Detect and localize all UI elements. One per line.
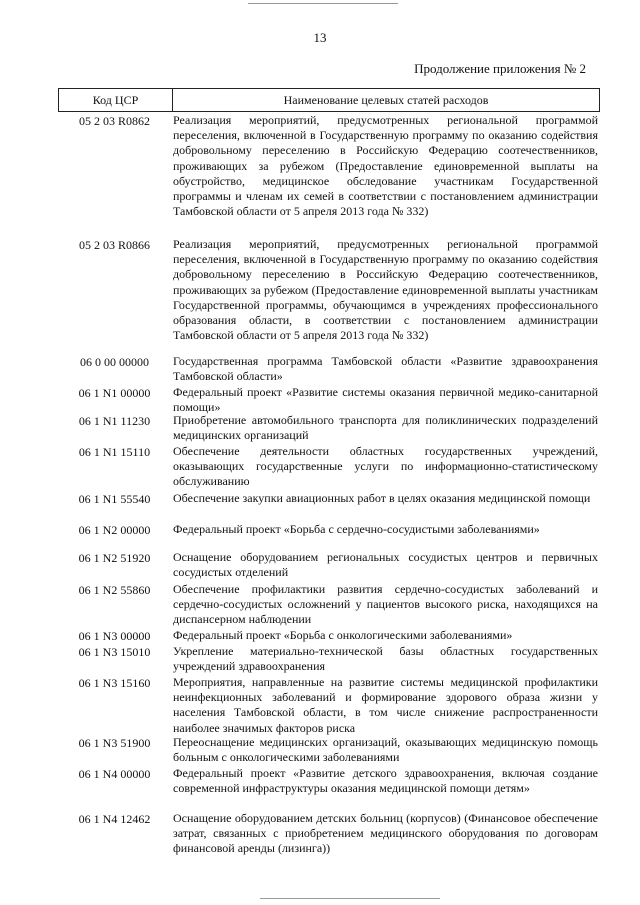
top-edge-line <box>248 3 398 4</box>
row-code: 06 1 N3 15010 <box>78 645 151 659</box>
row-name: Обеспечение деятельности областных государственных учреждений, оказывающих государственные услуги по информационно-статистическому обслуживанию <box>173 444 598 489</box>
row-code: 05 2 03 R0862 <box>78 114 150 128</box>
table-row <box>58 675 600 735</box>
table-row <box>58 811 600 861</box>
continuation-label: Продолжение приложения № 2 <box>414 61 586 76</box>
row-name: Оснащение оборудованием региональных сосудистых центров и первичных сосудистых отделений <box>173 550 598 580</box>
row-name: Укрепление материально-технической базы областных государственных учреждений здравоохранения <box>173 644 598 674</box>
table-row <box>58 113 600 237</box>
table-row <box>58 582 600 628</box>
table-row <box>58 491 600 522</box>
header-name: Наименование целевых статей расходов <box>283 93 489 107</box>
table-header <box>58 88 600 112</box>
row-code: 06 1 N4 00000 <box>78 767 151 781</box>
row-name: Реализация мероприятий, предусмотренных региональной программой переселения, включенной в Государственную программу по оказанию содействия добровольному переселению в Российскую Федерацию соотечественников, проживающих за рубежом (Предоставление единовременной выплаты участникам Государственной программы, обучающимся в учреждениях профессионального образования области, в соответствии с постановлением администрации Тамбовской области от 5 апреля 2013 года № 332) <box>173 237 598 343</box>
row-code: 06 1 N1 11230 <box>78 414 151 428</box>
table-row <box>58 354 600 385</box>
row-code: 06 1 N4 12462 <box>78 812 151 826</box>
row-code: 06 1 N1 55540 <box>78 492 151 506</box>
row-code: 06 1 N3 51900 <box>78 736 151 750</box>
row-name: Федеральный проект «Развитие детского здравоохранения, включая создание современной инфраструктуры оказания медицинской помощи детям» <box>173 766 598 796</box>
row-code: 06 1 N1 00000 <box>78 386 151 400</box>
row-code: 06 1 N1 15110 <box>78 445 151 459</box>
row-name: Федеральный проект «Борьба с сердечно-сосудистыми заболеваниями» <box>173 522 540 536</box>
table-row <box>58 413 600 444</box>
row-name: Обеспечение профилактики развития сердечно-сосудистых заболеваний и сердечно-сосудистых осложнений у пациентов высокого риска, находящихся на диспансерном наблюдении <box>173 582 598 627</box>
row-name: Реализация мероприятий, предусмотренных региональной программой переселения, включенной в Государственную программу по оказанию содействия добровольному переселению в Российскую Федерацию соотечественников, проживающих за рубежом (Предоставление единовременной выплаты на обустройство, медицинское обследование участникам Государственной программы и членам их семей в соответствии с постановлением администрации Тамбовской области от 5 апреля 2013 года № 332) <box>173 113 598 219</box>
header-code: Код ЦСР <box>59 89 173 111</box>
table-row <box>58 644 600 675</box>
table-row <box>58 550 600 582</box>
table-row <box>58 628 600 644</box>
table-body <box>58 113 600 861</box>
row-name: Приобретение автомобильного транспорта для поликлинических подразделений медицинских организаций <box>173 413 598 443</box>
row-code: 06 1 N3 15160 <box>78 676 151 690</box>
row-name: Федеральный проект «Развитие системы оказания первичной медико-санитарной помощи» <box>173 385 598 415</box>
row-name: Государственная программа Тамбовской области «Развитие здравоохранения Тамбовской области» <box>173 354 598 384</box>
page-number: 13 <box>313 30 327 45</box>
table-row <box>58 735 600 766</box>
row-code: 06 1 N2 00000 <box>78 523 151 537</box>
row-name: Переоснащение медицинских организаций, оказывающих медицинскую помощь больным с онкологическими заболеваниями <box>173 735 598 765</box>
bottom-edge-line <box>260 898 440 899</box>
row-code: 06 0 00 00000 <box>80 355 149 369</box>
row-name: Федеральный проект «Борьба с онкологическими заболеваниями» <box>173 628 513 642</box>
row-code: 06 1 N2 51920 <box>78 551 151 565</box>
row-name: Оснащение оборудованием детских больниц (корпусов) (Финансовое обеспечение затрат, связанных с приобретением медицинского оборудования по договорам финансовой аренды (лизинга)) <box>173 811 598 856</box>
row-code: 06 1 N2 55860 <box>78 583 151 597</box>
row-code: 05 2 03 R0866 <box>78 238 150 252</box>
table-row <box>58 522 600 550</box>
row-code: 06 1 N3 00000 <box>78 629 151 643</box>
row-name: Обеспечение закупки авиационных работ в целях оказания медицинской помощи <box>173 491 591 505</box>
row-name: Мероприятия, направленные на развитие системы медицинской профилактики неинфекционных заболеваний и формирование здорового образа жизни у населения Тамбовской области, в том числе снижение распространенности наиболее значимых факторов риска <box>173 675 598 735</box>
table-row <box>58 766 600 811</box>
table-row <box>58 444 600 491</box>
table-row <box>58 237 600 354</box>
table-row <box>58 385 600 413</box>
